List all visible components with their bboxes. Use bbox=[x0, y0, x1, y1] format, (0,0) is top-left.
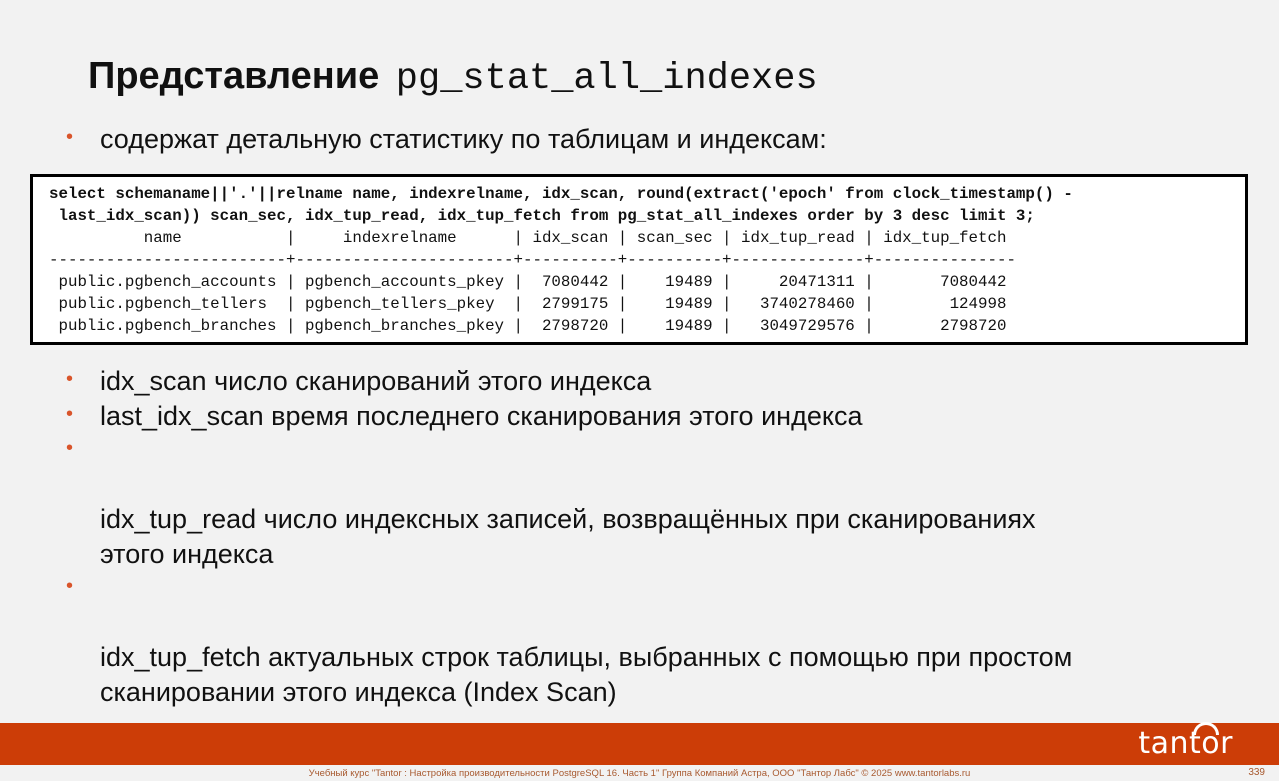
bullet-dot-icon: • bbox=[66, 437, 74, 459]
query-line: select schemaname||'.'||relname name, indexrelname, idx_scan, round(extract('epoch' from clock_timestamp() - bbox=[49, 185, 1073, 203]
code-text bbox=[49, 183, 1073, 337]
bullet-item bbox=[66, 122, 827, 157]
result-row: public.pgbench_branches | pgbench_branches_pkey | 2798720 | 19489 | 3049729576 | 2798720 bbox=[49, 317, 1007, 335]
bullet-text: idx_tup_fetch актуальных строк таблицы, выбранных с помощью при простом сканировании этого индекса (Index Scan) bbox=[100, 642, 1073, 707]
bullet-item bbox=[66, 364, 1072, 399]
title-text: Представление bbox=[88, 55, 380, 97]
slide-title bbox=[88, 52, 818, 103]
query-line: last_idx_scan)) scan_sec, idx_tup_read, idx_tup_fetch from pg_stat_all_indexes order by 3 desc limit 3; bbox=[49, 207, 1035, 225]
bullet-dot-icon: • bbox=[66, 126, 74, 148]
bullet-item bbox=[66, 433, 1072, 571]
bullet-text: idx_tup_read число индексных записей, возвращённых при сканированиях этого индекса bbox=[100, 504, 1036, 569]
tantor-logo: tantor bbox=[1138, 726, 1233, 761]
result-row: public.pgbench_tellers | pgbench_tellers_pkey | 2799175 | 19489 | 3740278460 | 124998 bbox=[49, 295, 1007, 313]
footer-bar bbox=[0, 723, 1279, 765]
bullet-dot-icon: • bbox=[66, 402, 74, 425]
code-block bbox=[30, 174, 1248, 345]
bullet-text: idx_scan число сканирований этого индекса bbox=[100, 366, 652, 396]
title-code: pg_stat_all_indexes bbox=[395, 58, 818, 100]
result-separator: -------------------------+-----------------------+----------+----------+--------------+--------------- bbox=[49, 251, 1016, 269]
bullet-item bbox=[66, 399, 1072, 434]
bullet-text: содержат детальную статистику по таблицам и индексам: bbox=[100, 124, 827, 154]
bullet-dot-icon: • bbox=[66, 368, 74, 390]
page-number: 339 bbox=[1248, 767, 1265, 778]
bullet-text: last_idx_scan время последнего сканирования этого индекса bbox=[100, 400, 863, 431]
result-header: name | indexrelname | idx_scan | scan_sec | idx_tup_read | idx_tup_fetch bbox=[49, 229, 1007, 247]
result-row: public.pgbench_accounts | pgbench_accounts_pkey | 7080442 | 19489 | 20471311 | 7080442 bbox=[49, 273, 1007, 291]
definition-bullet-list bbox=[66, 364, 1072, 709]
bullet-item bbox=[66, 571, 1072, 709]
bullet-dot-icon: • bbox=[66, 575, 74, 597]
footer-text: Учебный курс "Tantor : Настройка производительности PostgreSQL 16. Часть 1" Группа Компаний Астра, ООО "Тантор Лабс" © 2025 www.tantorlabs.ru bbox=[308, 768, 971, 779]
intro-bullet-list bbox=[66, 122, 827, 157]
